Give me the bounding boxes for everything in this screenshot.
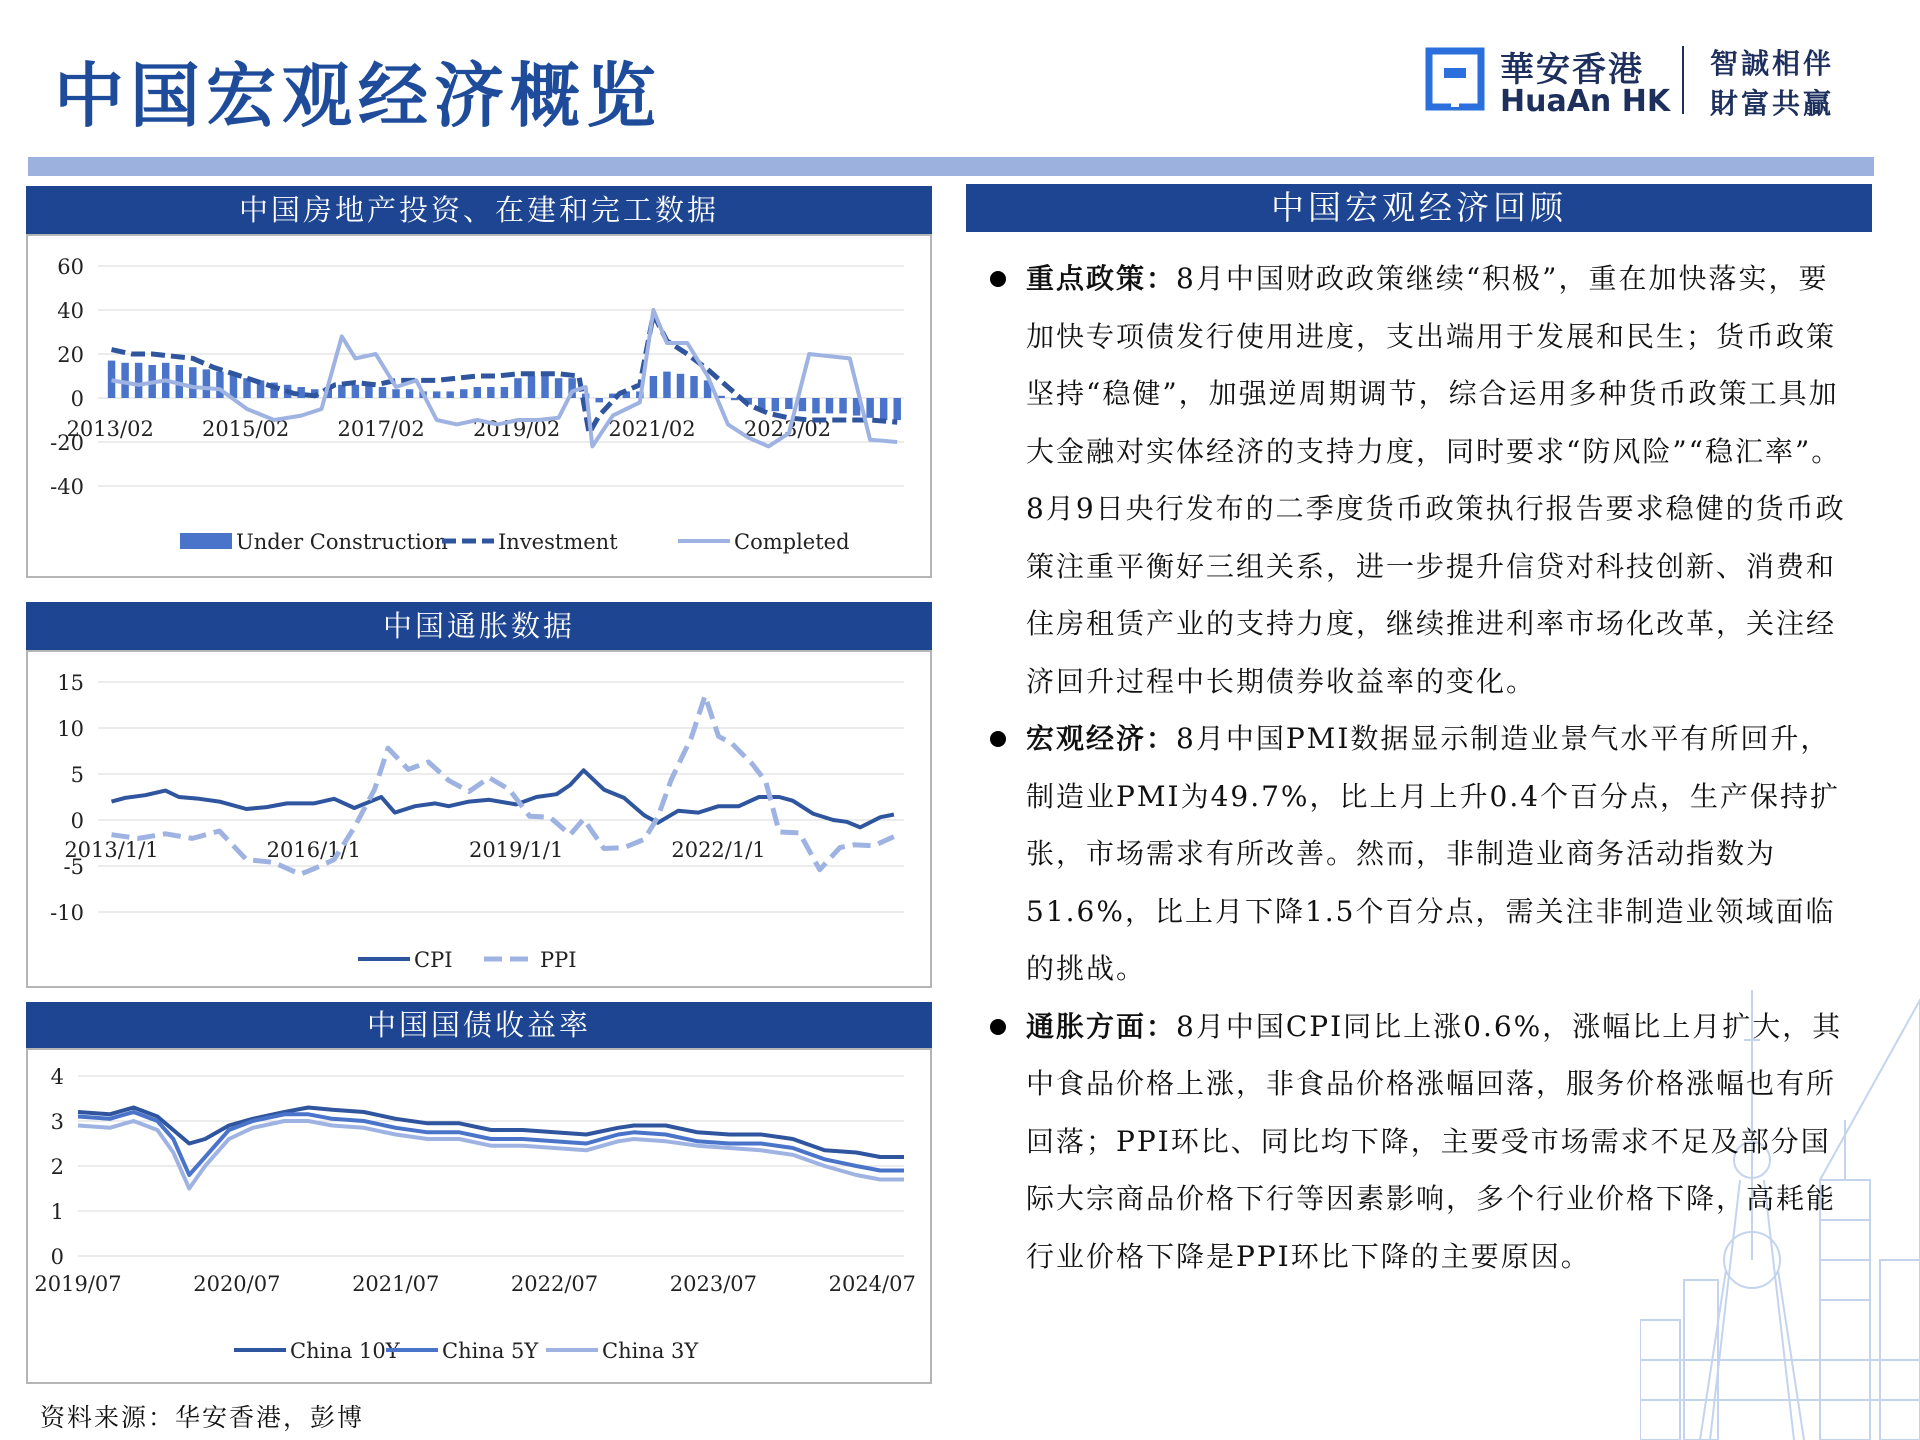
bar: [487, 387, 494, 398]
x-tick-label: 2019/07: [34, 1272, 122, 1296]
logo-name-en: HuaAn HK: [1500, 84, 1671, 119]
page-title: 中国宏观经济概览: [54, 55, 662, 137]
x-tick-label: 2023/07: [669, 1272, 758, 1296]
bar: [406, 389, 413, 398]
legend-swatch: [180, 533, 232, 549]
review-item-label: 宏观经济：: [1026, 722, 1177, 755]
bar: [460, 389, 467, 398]
y-tick-label: 2: [50, 1155, 64, 1179]
bullet-icon: [990, 1019, 1006, 1035]
x-tick-label: 2021/07: [352, 1272, 440, 1296]
bar: [826, 398, 833, 413]
x-tick-label: 2015/02: [202, 417, 290, 441]
bar: [555, 378, 562, 398]
bar: [677, 374, 684, 398]
legend-label: Under Construction: [236, 530, 448, 554]
bar: [541, 376, 548, 398]
x-tick-label: 2022/07: [510, 1272, 599, 1296]
bar: [894, 398, 901, 420]
bar: [230, 374, 237, 398]
legend-label: China 5Y: [442, 1339, 539, 1363]
bar: [433, 391, 440, 398]
review-item-label: 通胀方面：: [1026, 1009, 1177, 1043]
inflation-panel-title: 中国通胀数据: [26, 602, 932, 650]
bar: [772, 398, 779, 411]
bonds-chart: [28, 1050, 930, 1382]
series-line: [78, 1108, 904, 1158]
bonds-panel-title: 中国国债收益率: [26, 1002, 932, 1048]
y-tick-label: 40: [57, 299, 84, 323]
bar: [595, 398, 602, 402]
source-note: 资料来源：华安香港，彭博: [40, 1403, 365, 1432]
x-tick-label: 2022/1/1: [671, 838, 766, 862]
bar: [799, 398, 806, 411]
y-tick-label: 0: [50, 1245, 64, 1269]
y-tick-label: 20: [57, 343, 84, 367]
y-tick-label: -20: [50, 431, 84, 455]
review-item-text: 8月中国财政政策继续“积极”，重在加快落实，要加快专项债发行使用进度，支出端用于发展和民生；货币政策坚持“稳健”，加强逆周期调节，综合运用多种货币政策工具加大金融对实体经济的支持力度，同时要求“防风险”“稳汇率”。8月9日央行发布的二季度货币政策执行报告要求稳健的货币政策注重平衡好三组关系，进一步提升信贷对科技创新、消费和住房租赁产业的支持力度，继续推进利率市场化改革，关注经济回升过程中长期债券收益率的变化。: [1026, 262, 1846, 698]
y-tick-label: 0: [70, 809, 84, 833]
bar: [216, 372, 223, 398]
review-item-text: 8月中国PMI数据显示制造业景气水平有所回升，制造业PMI为49.7%，比上月上升0.4个百分点，生产保持扩张，市场需求有所改善。然而，非制造业商务活动指数为51.6%，比上月下降1.5个百分点，需关注非制造业领域面临的挑战。: [1026, 722, 1841, 985]
x-tick-label: 2024/07: [828, 1272, 916, 1296]
bar: [379, 387, 386, 398]
logo-slogan-line1: 智誠相伴: [1710, 47, 1835, 80]
y-tick-label: 4: [50, 1065, 64, 1089]
y-tick-label: 15: [57, 671, 84, 695]
huaan-logo-icon: [1424, 46, 1486, 112]
bar: [352, 385, 359, 398]
legend-label: CPI: [414, 948, 453, 972]
brand-logo: [1424, 42, 1844, 122]
x-tick-label: 2017/02: [337, 417, 425, 441]
x-tick-label: 2023/02: [743, 417, 832, 441]
property-chart: [28, 236, 930, 576]
y-tick-label: -5: [63, 855, 84, 879]
bar: [866, 398, 873, 418]
bar: [812, 398, 819, 413]
y-tick-label: 10: [57, 717, 84, 741]
bar: [690, 376, 697, 398]
legend-label: China 3Y: [602, 1339, 699, 1363]
bar: [446, 391, 453, 398]
bar: [880, 398, 887, 420]
bar: [839, 398, 846, 413]
x-tick-label: 2013/02: [66, 417, 154, 441]
x-tick-label: 2013/1/1: [64, 838, 159, 862]
bar: [392, 389, 399, 398]
bar: [663, 372, 670, 398]
bar: [203, 369, 210, 398]
logo-name-cn: 華安香港: [1500, 50, 1644, 90]
property-panel-title: 中国房地产投资、在建和完工数据: [26, 186, 932, 234]
y-tick-label: 60: [57, 255, 84, 279]
bar: [474, 387, 481, 398]
bar: [189, 367, 196, 398]
legend-label: PPI: [540, 948, 577, 972]
bullet-icon: [990, 271, 1006, 287]
y-tick-label: 1: [50, 1200, 64, 1224]
legend-label: Completed: [734, 530, 850, 554]
bar: [650, 376, 657, 398]
y-tick-label: -10: [50, 901, 84, 925]
review-item-policy: [988, 250, 1858, 710]
x-tick-label: 2021/02: [608, 417, 696, 441]
y-tick-label: 0: [70, 387, 84, 411]
bar: [338, 385, 345, 398]
y-tick-label: 3: [50, 1110, 64, 1134]
header-rule: [28, 157, 1874, 176]
review-title: 中国宏观经济回顾: [966, 184, 1872, 232]
x-tick-label: 2016/1/1: [266, 838, 361, 862]
bar: [528, 376, 535, 398]
bar: [785, 398, 792, 409]
bar: [501, 387, 508, 398]
bullet-icon: [990, 731, 1006, 747]
review-item-text: 8月中国CPI同比上涨0.6%，涨幅比上月扩大，其中食品价格上涨，非食品价格涨幅回落，服务价格涨幅也有所回落；PPI环比、同比均下降，主要受市场需求不足及部分国际大宗商品价格下行等因素影响，多个行业价格下降，高耗能行业价格下降是PPI环比下降的主要原因。: [1026, 1009, 1843, 1273]
bar: [514, 378, 521, 398]
x-tick-label: 2020/07: [193, 1272, 281, 1296]
review-list: [988, 250, 1858, 1285]
x-tick-label: 2019/02: [472, 417, 561, 441]
review-item-macro: [988, 710, 1858, 998]
bar: [135, 363, 142, 398]
legend-label: Investment: [498, 530, 618, 554]
inflation-chart: [28, 652, 930, 986]
series-line: [112, 314, 898, 433]
review-item-label: 重点政策：: [1026, 262, 1177, 295]
review-item-inflation: [988, 998, 1858, 1286]
y-tick-label: 5: [70, 763, 84, 787]
x-tick-label: 2019/1/1: [469, 838, 564, 862]
legend-label: China 10Y: [290, 1339, 400, 1363]
logo-slogan-line2: 財富共贏: [1710, 87, 1835, 120]
logo-divider: [1682, 46, 1684, 114]
y-tick-label: -40: [50, 475, 84, 499]
